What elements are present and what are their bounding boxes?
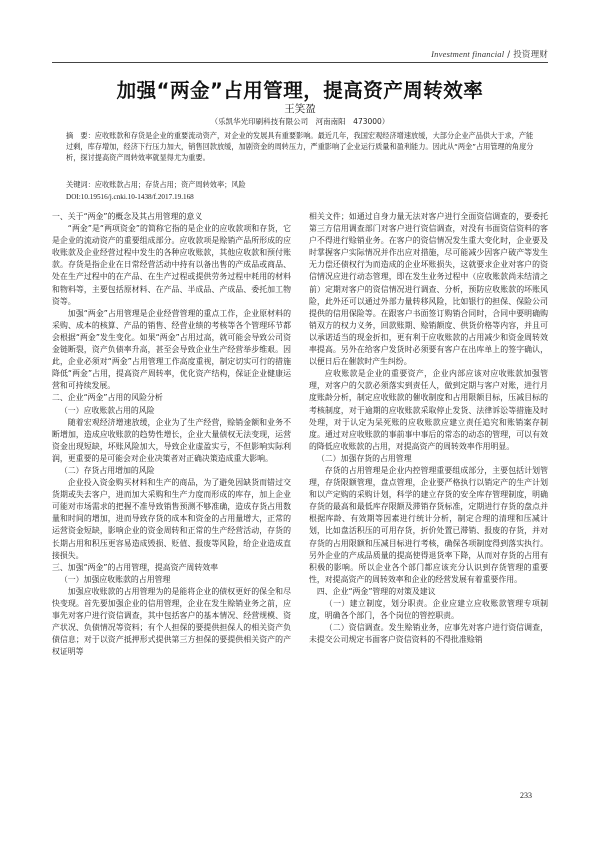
body-paragraph: 企业投入资金购买材料和生产的商品，为了避免因缺货而错过交货期或失去客户，进而加大采购和生产力度而形成的库存，加上企业可能对市场需求的把握不准导致销售预测不够准确，造成存货占用数量和时间的增加，进而导致存货的成本和资金的占用量增大，正常的运营资金短缺，影响企业的资金周转和正常的生产经营活动，存货的长期占用和积压更容易造成毁损、贬值、报废等风险，给企业造成直接损失。 [52,478,291,560]
body-paragraph: （一）建立制度，划分职责。企业应建立应收账款管理专项制度，明确各个部门，各个岗位的管控职责。 [309,599,548,621]
body-paragraph: 加强应收账款的占用管理为的是能将企业的债权更好的保全和尽快变现。首先要加强企业的信用管理，企业在发生赊销业务之前，应事先对客户进行资信调查，其中包括客户的基本情况、经营规模、资产状况、负债情况等资料；有个人担保的要提供担保人的相关资产负债信息；对于以资产抵押形式提供第三方担保的要提供相关资产的产权证明等 [52,586,291,657]
article-title: 加强“两金”占用管理，提高资产周转效率 [116,79,484,102]
header-english: Investment financial [431,49,505,59]
section-heading: 四、企业“两金”管理的对策及建议 [316,586,436,596]
author: 王笑盈 [284,103,316,115]
doi: DOI:10.19516/j.cnki.10-1438/f.2017.19.168 [66,193,194,201]
running-header [431,48,548,60]
section-heading: 一、关于“两金”的概念及其占用管理的意义 [52,212,203,221]
abstract [66,130,540,163]
section-heading: （二）加强存货的占用管理 [316,453,412,463]
body-column-right [309,211,548,811]
section-heading: （一）应收账款占用的风险 [59,405,155,415]
body-paragraph: 随着宏观经济增速放缓，企业为了生产经营，赊销金额和业务不断增加，造成应收账款的趋势性增长，企业大量债权无法变现，运营资金出现短缺，坏账风险加大，导致企业虚盈实亏，不但影响实际利润，更重要的是可能会对企业决策者对正确决策造成重大影响。 [52,417,291,463]
section-heading: 二、企业“两金”占用的风险分析 [52,393,163,403]
body-paragraph: （二）资信调查。发生赊销业务，应事先对客户进行资信调查，未提交公司规定书面客户资信资料的不得批准赊销 [309,623,548,645]
header-separator: / [504,50,514,60]
header-rule [52,62,548,63]
keywords: 关键词：应收账款占用；存货占用；资产周转效率；风险 [66,180,246,189]
body-paragraph: 加强“两金”占用管理是企业经营管理的重点工作，企业原材料的采购、成本的核算、产品的销售、经营业绩的考核等各个管理环节都会根据“两金”发生变化。如果“两金”占用过高，就可能会导致公司资金链断裂，资产负债率升高，甚至会导致企业生产经营举步维艰。因此，企业必须对“两金”占用管理工作高度重视，制定切实可行的措施降低“两金”占用，提高资产周转率，优化资产结构，保证企业健康运营和可持续发展。 [52,308,291,391]
page-number: 233 [520,791,532,800]
header-chinese: 投资理财 [513,50,548,60]
section-heading: （一）加强应收账款的占用管理 [59,574,171,584]
body-paragraph: “两金”是“两项资金”的简称它指的是企业的应收款项和存货，它是企业的流动资产的重要组成部分。应收款项是赊销产品所形成的应收账款及企业经营过程中发生的各种应收账款，其他应收款和预付账款。存货是指企业在日常经营活动中持有以备出售的产成品或商品、处在生产过程中的在产品、在生产过程或提供劳务过程中耗用的材料和物料等，主要包括原材料、在产品、半成品、产成品、委托加工物资等。 [52,224,291,306]
body-column-left [52,211,291,811]
body-paragraph: 应收账款是企业的重要资产，企业内部应该对应收账款加强管理，对客户的欠款必须落实到责任人，做到定期与客户对账，进行月度账龄分析，制定应收账款的催收制度和占用限额目标，压减目标的考核制度，对于逾期的应收账款采取停止发货、法律诉讼等措施及时处理，对于认定为呆死账的应收账款应建立责任追究和账销案存制度。通过对应收账款的事前事中事后的常态的动态的管理，可以有效的降低应收账款的占用，对提高资产的周转效率作用明显。 [309,369,548,451]
section-heading: （二）存货占用增加的风险 [59,465,155,475]
body-paragraph: 存货的占用管理是企业内控管理重要组成部分，主要包括计划管理，存货限额管理，盘点管理，企业要严格执行以销定产的生产计划和以产定购的采购计划，科学的建立存货的安全库存管理制度，明确存货的最高和最低库存限额及滞销存货标准，定期进行存货的盘点并根据库龄、有效期等因素进行统计分析，制定合理的清理和压减计划，比如盘活积压的可用存货，折价处置已滞销、报废的存货，并对存货的占用限额和压减目标进行考核，确保各项制度得到落实执行。另外企业的产成品质量的提高使得退货率下降，从而对存货的占用有积极的影响。所以企业各个部门都应该充分认识到存货管理的重要性，对提高资产的周转效率和企业的经营发展有着重要作用。 [309,465,548,584]
section-heading: 三、加强“两金”的占用管理，提高资产周转效率 [52,562,218,572]
affiliation: （乐凯华光印刷科技有限公司 河南南阳 473000） [210,117,390,126]
section-heading: 相关文件；如通过自身力量无法对客户进行全面资信调查的，要委托第三方信用调查部门对客户进行资信调查，对没有书面资信资料的客户不得进行赊销业务。在客户的资信情况发生重大变化时，企业要及时掌握客户实际情况并作出应对措施，尽可能减少因客户破产等发生无力偿还债权行为而造成的企业坏账损失，这就要求企业对客户的资信情况应进行动态管理，即在发生业务过程中（应收账款尚未结清之前）定期对客户的资信情况进行调查、分析，预防应收账款的坏账风险，此外还可以通过外部力量转移风险，比如银行的担保、保险公司提供的信用保险等。在跟客户书面签订购销合同时，合同中要明确购销双方的权力义务，回款账期、赊销额度、供货价格等内容，并且可以承诺适当的现金折扣，更有利于应收账款的占用减少和资金周转效率提高。另外在给客户发货时必须要有客户在出库单上的签字确认，以便日后在催款时产生纠纷。 [309,212,548,367]
abstract-text: 摘 要：应收账款和存货是企业的重要流动资产，对企业的发展具有重要影响。最近几年，我国宏观经济增速放缓，大部分企业产品供大于求，产能过剩，库存增加，经济下行压力加大，销售回款放缓，加剧资金的周转压力，严重影响了企业运行质量和盈利能力。因此从“两金”占用管理的角度分析，探讨提高资产周转效率就显得尤为重要。 [66,131,534,162]
